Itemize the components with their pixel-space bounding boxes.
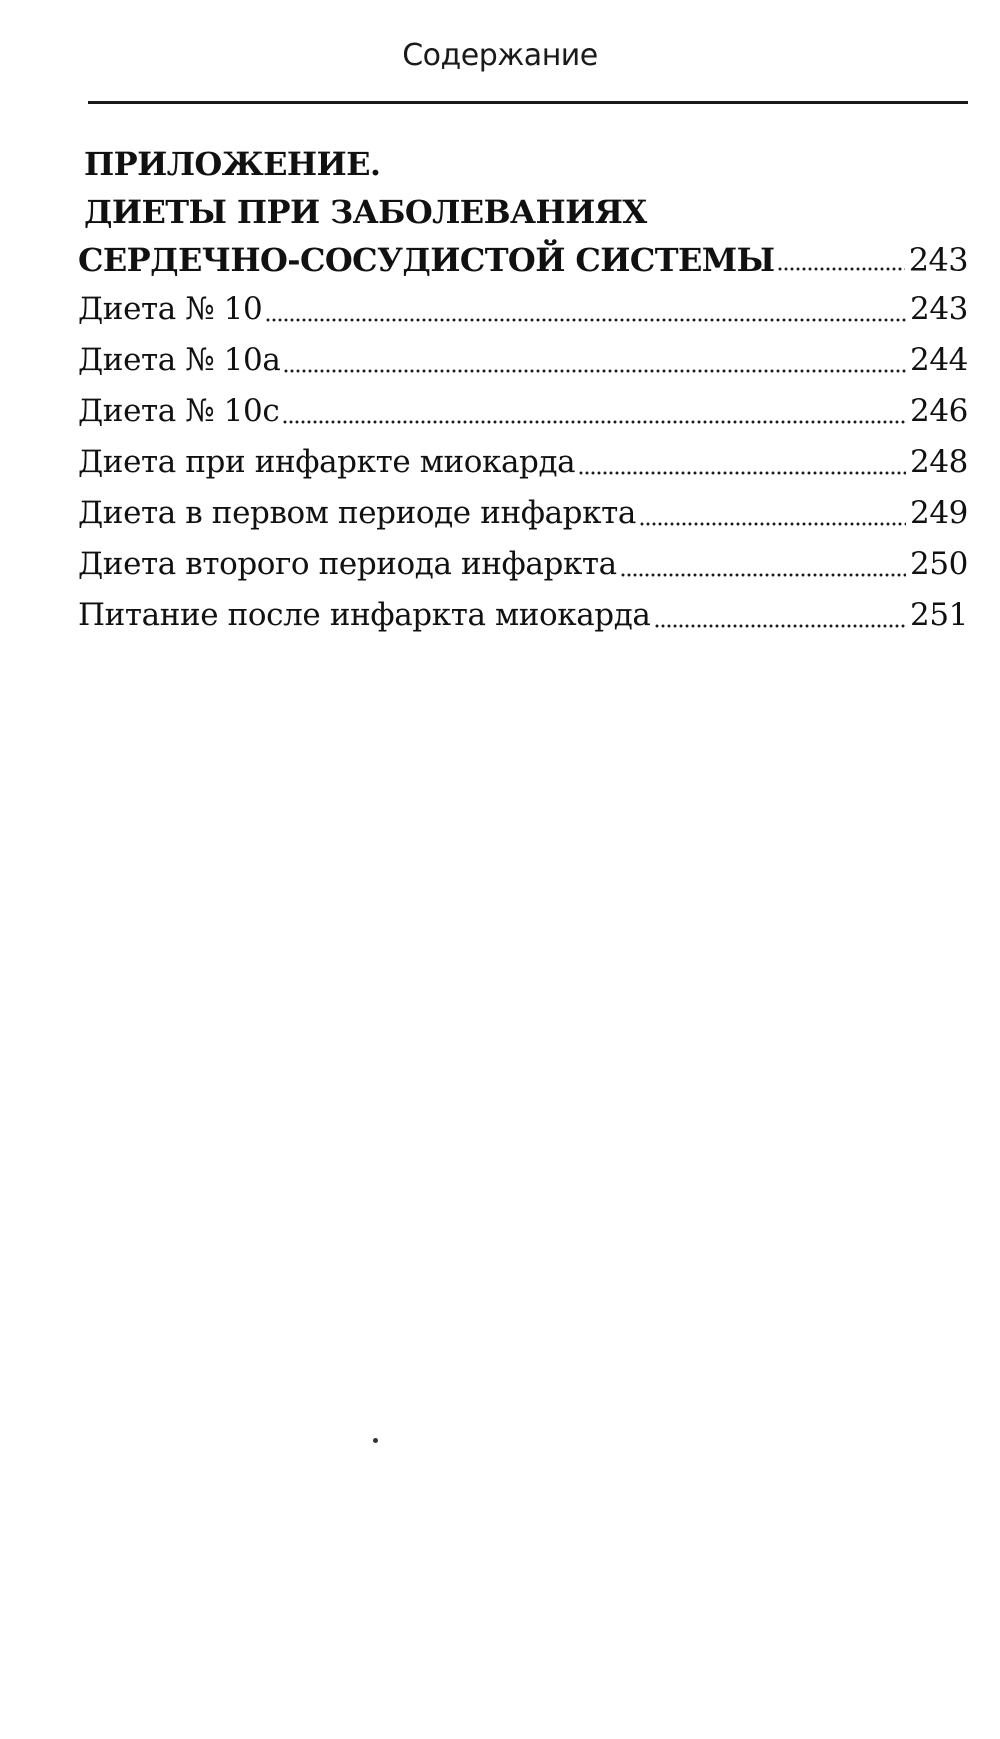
- toc-entry-page: 243: [910, 291, 968, 327]
- toc-entry-page: 246: [910, 393, 968, 429]
- toc-entry-page: 243: [908, 241, 968, 279]
- dot-leader: [578, 471, 906, 475]
- toc-entry[interactable]: [78, 284, 968, 335]
- running-head: Содержание: [402, 38, 598, 73]
- toc-entry[interactable]: [78, 488, 968, 539]
- dot-leader: [620, 573, 906, 577]
- section-title-line: ПРИЛОЖЕНИЕ.: [84, 145, 381, 183]
- header-rule: [88, 101, 968, 104]
- table-of-contents: [78, 140, 968, 641]
- toc-entry-page: 249: [910, 495, 968, 531]
- toc-entry[interactable]: [78, 335, 968, 386]
- toc-entry[interactable]: [78, 236, 968, 284]
- toc-entry-title: Диета в первом периоде инфаркта: [78, 495, 636, 531]
- toc-entry[interactable]: [78, 539, 968, 590]
- toc-entry[interactable]: [78, 590, 968, 641]
- toc-entry-title: Диета № 10а: [78, 342, 281, 378]
- toc-entry-title: Диета № 10с: [78, 393, 280, 429]
- toc-entry-title: СЕРДЕЧНО-СОСУДИСТОЙ СИСТЕМЫ: [78, 241, 775, 279]
- print-speck: [373, 1438, 378, 1443]
- toc-entry[interactable]: [78, 437, 968, 488]
- toc-entry-title: Питание после инфаркта миокарда: [78, 597, 651, 633]
- toc-entry[interactable]: [78, 386, 968, 437]
- dot-leader: [282, 420, 906, 424]
- toc-entry-page: 251: [910, 597, 968, 633]
- toc-entry-page: 244: [910, 342, 968, 378]
- dot-leader: [639, 522, 906, 526]
- dot-leader: [283, 369, 906, 373]
- dot-leader: [654, 624, 907, 628]
- dot-leader: [265, 318, 906, 322]
- toc-entry-title: Диета при инфаркте миокарда: [78, 444, 576, 480]
- toc-entry-title: Диета второго периода инфаркта: [78, 546, 617, 582]
- toc-entry-title: Диета № 10: [78, 291, 263, 327]
- dot-leader: [777, 267, 904, 271]
- toc-entry-page: 248: [910, 444, 968, 480]
- section-title-line: ДИЕТЫ ПРИ ЗАБОЛЕВАНИЯХ: [84, 193, 647, 231]
- toc-entry-page: 250: [910, 546, 968, 582]
